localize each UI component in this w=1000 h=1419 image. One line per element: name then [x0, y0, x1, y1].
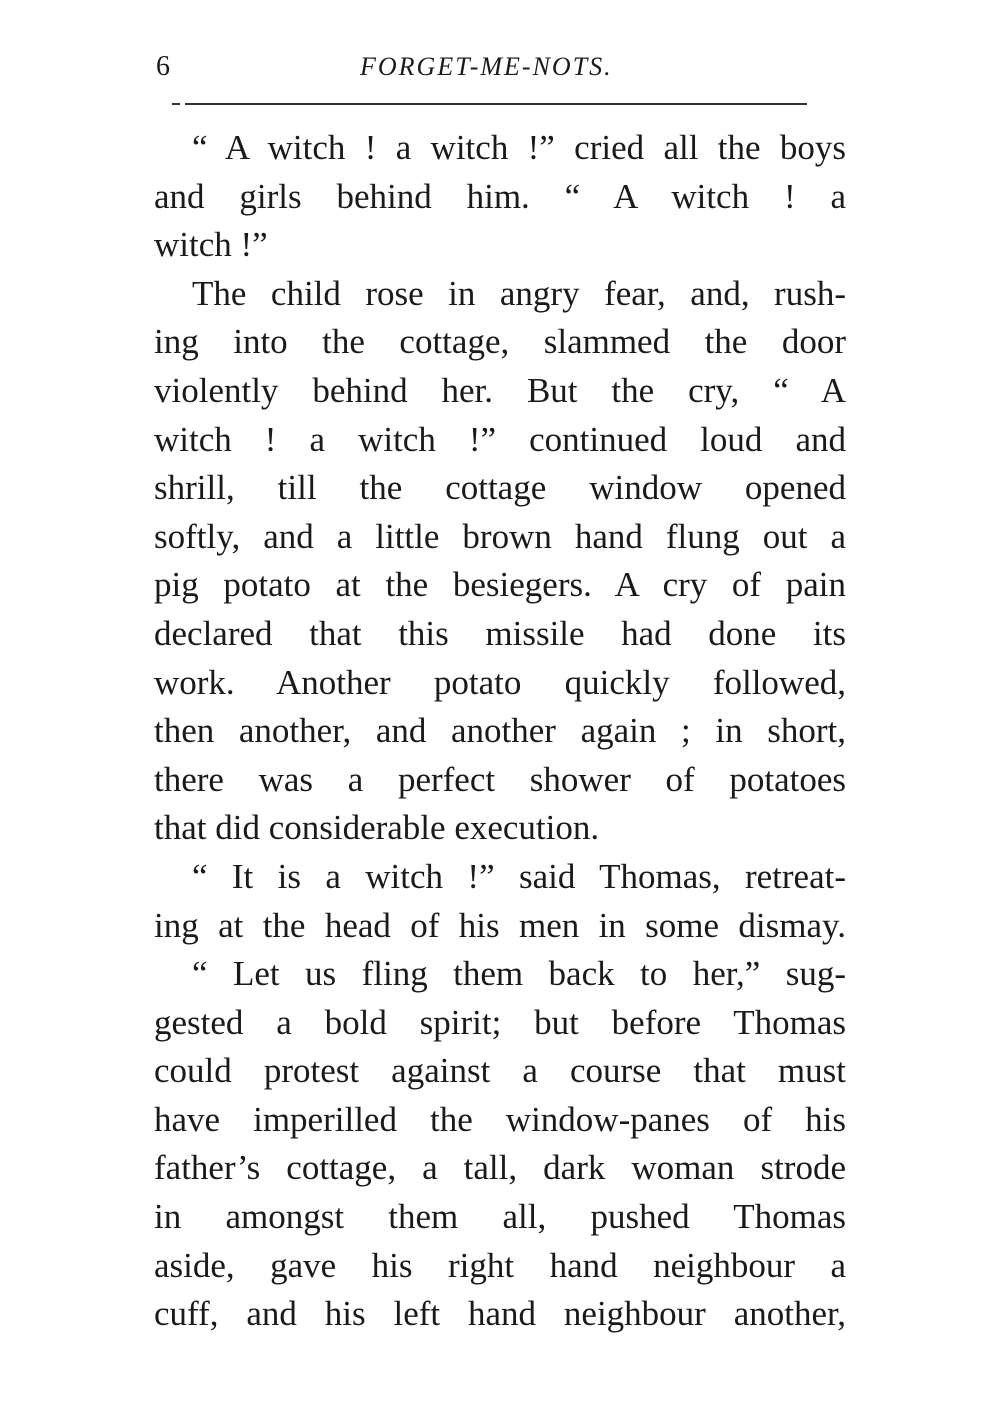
text-line: ing at the head of his men in some dismay. [154, 905, 846, 945]
text-line: aside, gave his right hand neighbour a [154, 1245, 846, 1285]
text-line: ing into the cottage, slammed the door [154, 322, 846, 362]
text-line: cuff, and his left hand neighbour another, [154, 1294, 846, 1334]
text-line: and girls behind him. “ A witch ! a [154, 176, 846, 216]
text-line: gested a bold spirit; but before Thomas [154, 1002, 846, 1042]
header-rule-tick [172, 103, 180, 105]
text-line: that did considerable execution. [154, 808, 600, 848]
text-line: witch ! a witch !” continued loud and [154, 419, 846, 459]
text-line: shrill, till the cottage window opened [154, 468, 846, 508]
text-line: The child rose in angry fear, and, rush- [192, 273, 846, 313]
text-line: have imperilled the window-panes of his [154, 1099, 846, 1139]
text-line: father’s cottage, a tall, dark woman strode [154, 1148, 846, 1188]
text-line: “ A witch ! a witch !” cried all the boys [192, 128, 846, 167]
text-line: could protest against a course that must [154, 1051, 846, 1091]
text-line: “ Let us fling them back to her,” sug- [192, 954, 846, 994]
text-line: softly, and a little brown hand flung out a [154, 516, 846, 556]
text-line: “ It is a witch !” said Thomas, retreat- [192, 856, 846, 896]
running-title: FORGET-ME-NOTS. [360, 52, 613, 81]
text-line: violently behind her. But the cry, “ A [154, 370, 846, 410]
text-line: in amongst them all, pushed Thomas [154, 1197, 846, 1237]
text-line: then another, and another again ; in short, [154, 711, 846, 751]
text-line: declared that this missile had done its [154, 613, 846, 653]
page-number: 6 [156, 51, 170, 82]
header-rule [185, 103, 807, 105]
text-line: there was a perfect shower of potatoes [154, 759, 846, 799]
body-text [154, 124, 846, 1339]
text-line: pig potato at the besiegers. A cry of pain [154, 565, 846, 605]
text-line: witch !” [154, 225, 268, 265]
text-line: work. Another potato quickly followed, [154, 662, 846, 702]
